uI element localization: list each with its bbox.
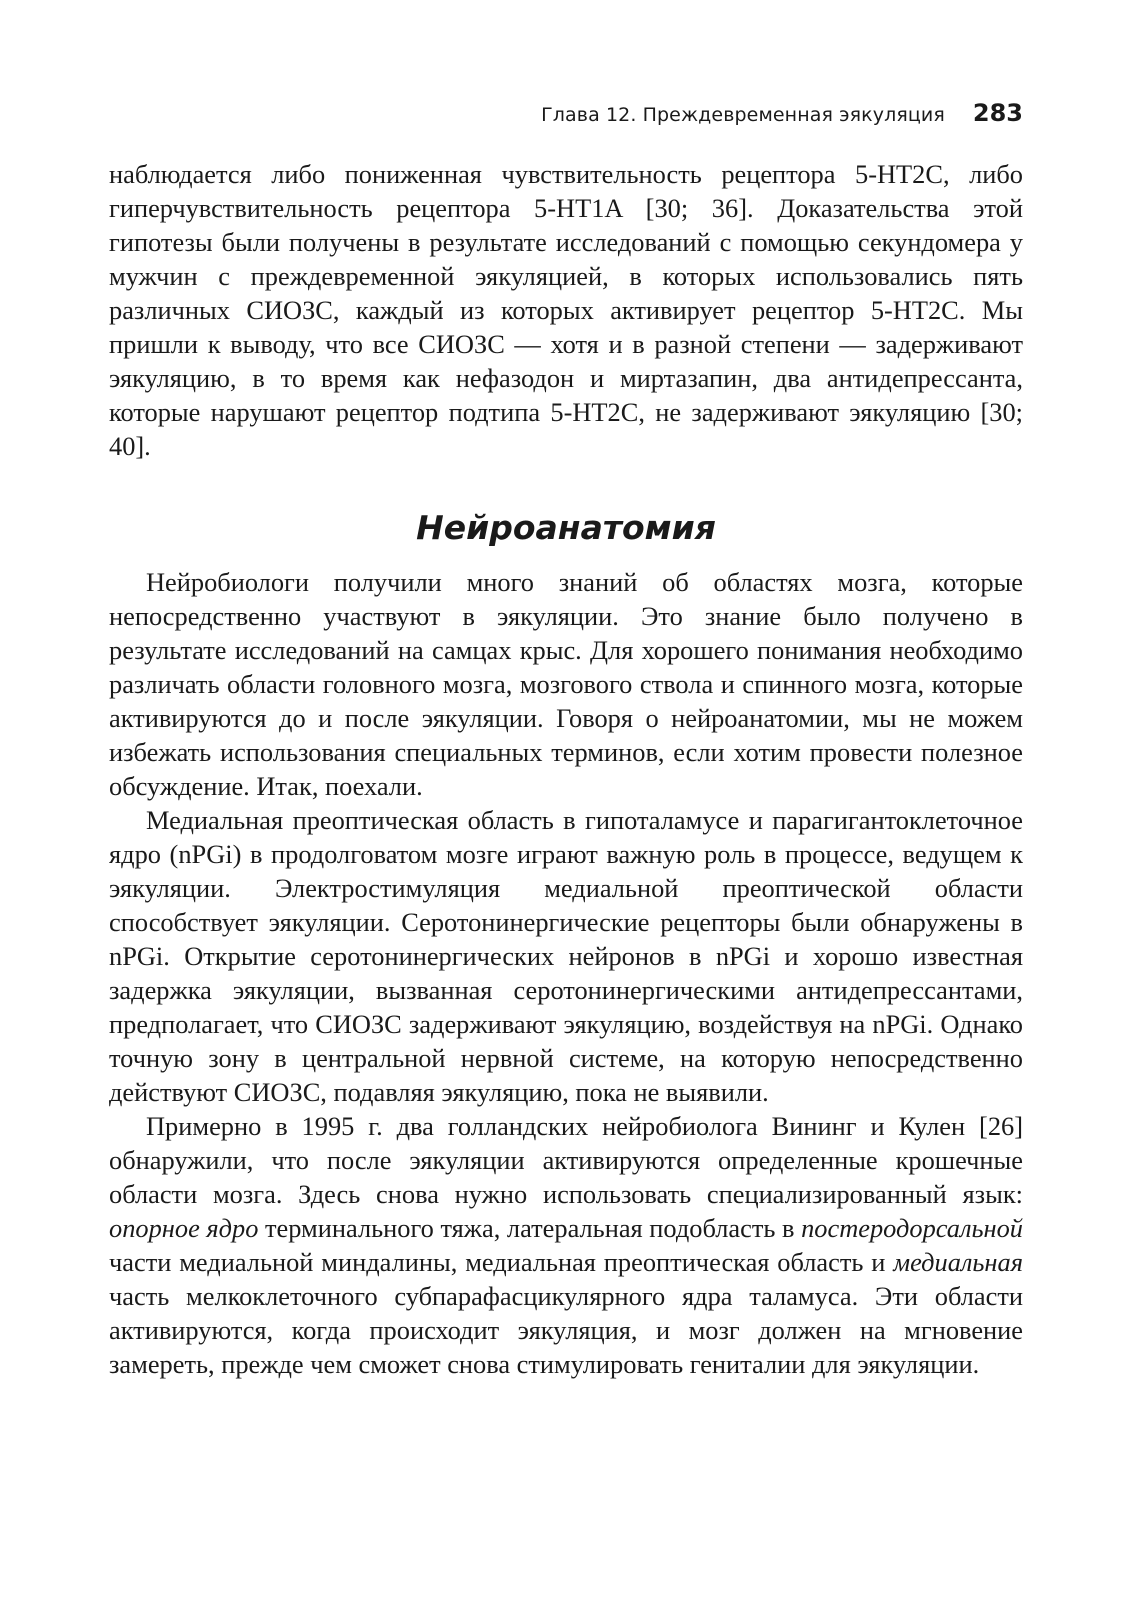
book-page xyxy=(109,0,1023,1600)
running-header xyxy=(541,99,1023,127)
continued-paragraph-block xyxy=(109,157,1023,463)
section-body xyxy=(109,565,1023,1381)
paragraph-2: Медиальная преоптическая область в гипоталамусе и парагигантоклеточное ядро (nPGi) в продолговатом мозге играют важную роль в процессе, ведущем к эякуляции. Электростимуляция медиальной преоптической области способствует эякуляции. Серотонинергические рецепторы были обнаружены в nPGi. Открытие серотонинергических нейронов в nPGi и хорошо известная задержка эякуляции, вызванная серотонинергическими антидепрессантами, предполагает, что СИОЗС задерживают эякуляцию, воздействуя на nPGi. Однако точную зону в центральной нервной системе, на которую непосредственно действуют СИОЗС, подавляя эякуляцию, пока не выявили. xyxy=(109,805,1023,1107)
section-heading: Нейроанатомия xyxy=(416,508,716,547)
paragraph-3-text-2: терминального тяжа, латеральная подобласть в xyxy=(258,1213,802,1243)
paragraph-3-text-3: части медиальной миндалины, медиальная преоптическая область и xyxy=(109,1247,894,1277)
paragraph-continued: наблюдается либо пониженная чувствительность рецептора 5-HT2C, либо гиперчувствительность рецептора 5-HT1A [30; 36]. Доказательства этой гипотезы были получены в результате исследований с помощью секундомера у мужчин с преждевременной эякуляцией, в которых использовались пять различных СИОЗС, каждый из которых активирует рецептор 5-HT2C. Мы пришли к выводу, что все СИОЗС — хотя и в разной степени — задерживают эякуляцию, в то время как нефазодон и миртазапин, два антидепрессанта, которые нарушают рецептор подтипа 5-HT2C, не задерживают эякуляцию [30; 40]. xyxy=(109,159,1023,461)
paragraph-3-text-4: часть мелкоклеточного субпарафасцикулярного ядра таламуса. Эти области активируются, когда происходит эякуляция, и мозг должен на мгновение замереть, прежде чем сможет снова стимулировать гениталии для эякуляции. xyxy=(109,1281,1023,1379)
paragraph-3-text-1: Примерно в 1995 г. два голландских нейробиолога Вининг и Кулен [26] обнаружили, что после эякуляции активируются определенные крошечные области мозга. Здесь снова нужно использовать специализированный язык: xyxy=(109,1111,1023,1209)
chapter-title: Глава 12. Преждевременная эякуляция xyxy=(541,104,945,126)
term-italic-1: опорное ядро xyxy=(109,1213,259,1243)
paragraph-3 xyxy=(109,1109,1023,1381)
term-italic-3: медиальная xyxy=(893,1247,1023,1277)
paragraph-1: Нейробиологи получили много знаний об областях мозга, которые непосредственно участвуют в эякуляции. Это знание было получено в результате исследований на самцах крыс. Для хорошего понимания необходимо различать области головного мозга, мозгового ствола и спинного мозга, которые активируются до и после эякуляции. Говоря о нейроанатомии, мы не можем избежать использования специальных терминов, если хотим провести полезное обсуждение. Итак, поехали. xyxy=(109,567,1023,801)
page-number: 283 xyxy=(972,99,1023,127)
term-italic-2: постеродорсальной xyxy=(801,1213,1023,1243)
